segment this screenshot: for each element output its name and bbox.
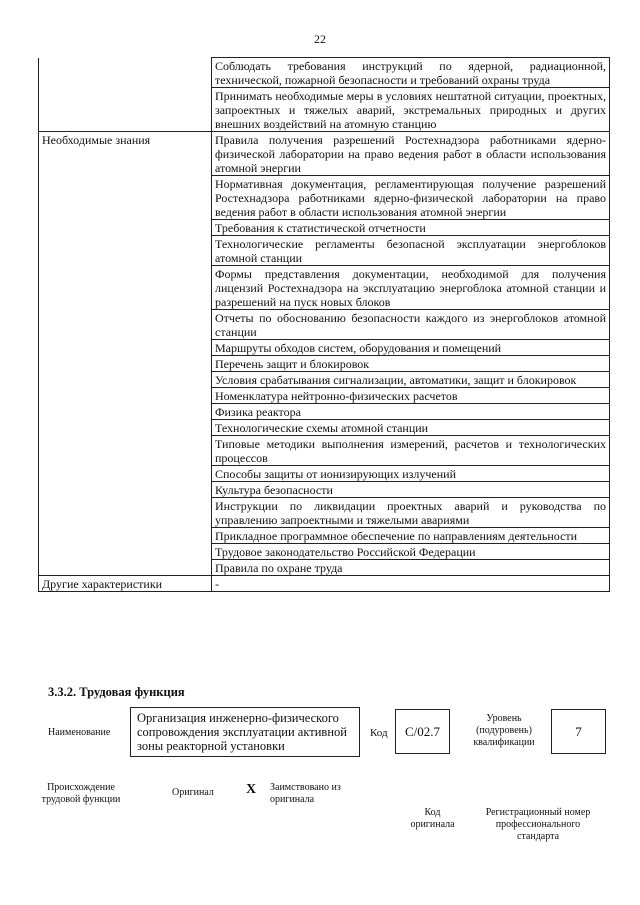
table-row	[39, 404, 610, 420]
code-label: Код	[370, 727, 388, 739]
table-row	[39, 420, 610, 436]
table-row	[39, 482, 610, 498]
row-text: Требования к статистической отчетности	[212, 220, 610, 236]
table-row	[39, 498, 610, 528]
row-text: Типовые методики выполнения измерений, расчетов и технологических процессов	[212, 436, 610, 466]
table-row	[39, 560, 610, 576]
row-text: Соблюдать требования инструкций по ядерной, радиационной, технической, пожарной безопасности и требований охраны труда	[212, 58, 610, 88]
table-row	[39, 544, 610, 560]
row-text: Перечень защит и блокировок	[212, 356, 610, 372]
function-name-box: Организация инженерно-физического сопровождения эксплуатации активной зоны реакторной установки	[130, 707, 360, 757]
row-text: Отчеты по обоснованию безопасности каждого из энергоблоков атомной станции	[212, 310, 610, 340]
section-title: 3.3.2. Трудовая функция	[48, 685, 185, 699]
table-row	[39, 528, 610, 544]
row-text: Условия срабатывания сигнализации, автоматики, защит и блокировок	[212, 372, 610, 388]
row-label	[39, 420, 212, 436]
row-text: Способы защиты от ионизирующих излучений	[212, 466, 610, 482]
row-label: Другие характеристики	[39, 576, 212, 592]
row-label	[39, 560, 212, 576]
row-label	[39, 388, 212, 404]
table-row	[39, 310, 610, 340]
row-label: Необходимые знания	[39, 132, 212, 176]
table-row	[39, 356, 610, 372]
original-mark: X	[246, 782, 257, 797]
table-row	[39, 236, 610, 266]
row-text: Технологические схемы атомной станции	[212, 420, 610, 436]
table-row	[39, 576, 610, 592]
row-text: Формы представления документации, необходимой для получения лицензий Ростехнадзора на эксплуатацию энергоблока атомной станции и разрешений на пуск новых блоков	[212, 266, 610, 310]
row-label	[39, 544, 212, 560]
table-row	[39, 88, 610, 132]
row-text: Физика реактора	[212, 404, 610, 420]
origin-code-label: Код оригинала	[410, 807, 455, 830]
row-label	[39, 528, 212, 544]
row-text: Технологические регламенты безопасной эксплуатации энергоблоков атомной станции	[212, 236, 610, 266]
reg-number-label: Регистрационный номер профессионального стандарта	[485, 807, 591, 842]
table-row	[39, 466, 610, 482]
row-text: Принимать необходимые меры в условиях нештатной ситуации, проектных, запроектных и тяжелых аварий, экстремальных природных и других внешних воздействий на атомную станцию	[212, 88, 610, 132]
row-text: Нормативная документация, регламентирующая получение разрешений Ростехнадзора работниками ядерно-физической лаборатории на право ведения работ в области использования атомной энергии	[212, 176, 610, 220]
level-label: Уровень (подуровень) квалификации	[473, 713, 535, 748]
row-text: Маршруты обходов систем, оборудования и помещений	[212, 340, 610, 356]
row-label	[39, 58, 212, 88]
original-label: Оригинал	[172, 787, 214, 798]
table-row	[39, 132, 610, 176]
qualification-level-box: 7	[551, 709, 606, 754]
page-number: 22	[314, 32, 326, 46]
row-label	[39, 404, 212, 420]
row-text: Номенклатура нейтронно-физических расчетов	[212, 388, 610, 404]
row-label	[39, 466, 212, 482]
row-text: Культура безопасности	[212, 482, 610, 498]
requirements-table	[38, 57, 610, 592]
table-row	[39, 266, 610, 310]
row-label	[39, 236, 212, 266]
row-text: Правила получения разрешений Ростехнадзора работниками ядерно-физической лаборатории на право ведения работ в области использования атомной энергии	[212, 132, 610, 176]
table-row	[39, 176, 610, 220]
row-text: Прикладное программное обеспечение по направлениям деятельности	[212, 528, 610, 544]
row-text: Правила по охране труда	[212, 560, 610, 576]
name-label: Наименование	[48, 727, 111, 738]
table-row	[39, 436, 610, 466]
row-label	[39, 88, 212, 132]
table-row	[39, 58, 610, 88]
row-label	[39, 340, 212, 356]
row-label	[39, 220, 212, 236]
table-row	[39, 340, 610, 356]
row-text: -	[212, 576, 610, 592]
table-row	[39, 220, 610, 236]
row-label	[39, 266, 212, 310]
origin-label: Происхождение трудовой функции	[41, 782, 121, 805]
function-code-box: С/02.7	[395, 709, 450, 754]
row-text: Инструкции по ликвидации проектных аварий и руководства по управлению запроектными и тяжелыми авариями	[212, 498, 610, 528]
table-row	[39, 372, 610, 388]
row-label	[39, 176, 212, 220]
row-label	[39, 498, 212, 528]
row-label	[39, 482, 212, 498]
row-label	[39, 436, 212, 466]
table-row	[39, 388, 610, 404]
borrowed-label: Заимствовано из оригинала	[270, 782, 341, 805]
row-label	[39, 310, 212, 340]
row-text: Трудовое законодательство Российской Федерации	[212, 544, 610, 560]
row-label	[39, 372, 212, 388]
row-label	[39, 356, 212, 372]
